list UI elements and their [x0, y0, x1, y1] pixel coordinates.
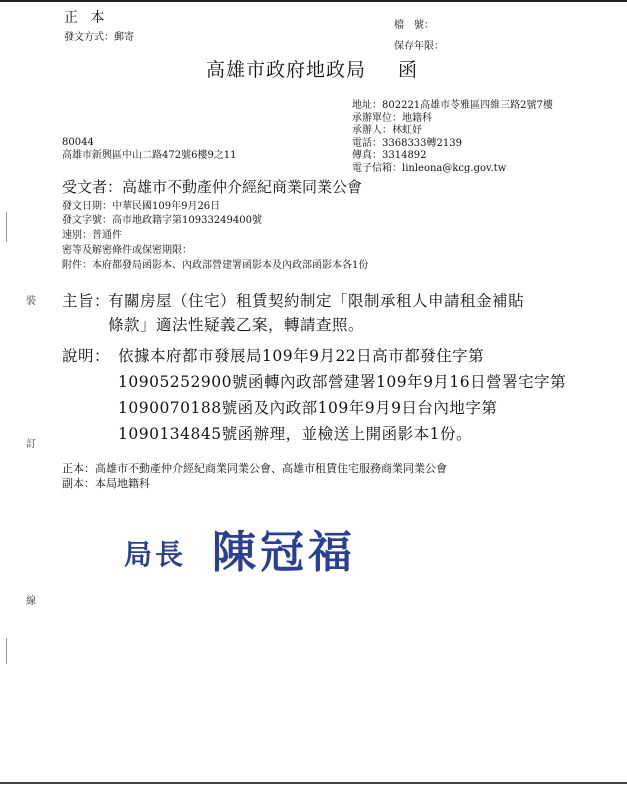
retention-label: 保存年限： — [394, 41, 444, 52]
delivery-speed: 速別：普通件 — [62, 230, 122, 241]
explanation-line: 10905252900號函轉內政部營建署109年9月16日營署宅字第 — [118, 373, 567, 391]
attachments: 附件：本府都發局函影本、內政部營建署函影本及內政部函影本各1份 — [62, 260, 369, 271]
explanation-line: 依據本府都市發展局109年9月22日高市都發住字第 — [118, 347, 485, 365]
file-number-label: 檔 號： — [394, 20, 434, 31]
recipient-address: 高雄市新興區中山二路472號6樓9之11 — [62, 150, 237, 161]
postal-code: 80044 — [62, 137, 94, 148]
handler-name: 承辦人：林虹妤 — [352, 125, 422, 136]
subject-line: 有關房屋（住宅）租賃契約制定「限制承租人申請租金補貼 — [108, 292, 525, 310]
binding-mark-middle: 訂 — [26, 439, 36, 450]
page-bottom-border — [0, 782, 627, 784]
director-title-stamp: 局長 — [124, 538, 187, 571]
binding-mark-top: 裝 — [26, 296, 36, 307]
recipient: 受文者：高雄市不動產仲介經紀商業同業公會 — [62, 178, 363, 196]
copy-mark: 正 本 — [64, 10, 109, 26]
agency-title: 高雄市政府地政局 — [206, 59, 367, 81]
main-distribution: 正本：高雄市不動產仲介經紀商業同業公會、高雄市租賃住宅服務商業同業公會 — [62, 462, 447, 475]
binding-mark-bottom: 線 — [26, 596, 36, 607]
phone: 電話：3368333轉2139 — [352, 138, 462, 149]
director-signature: 陳冠福 — [212, 527, 356, 578]
email: 電子信箱：linleona@kcg.gov.tw — [352, 163, 507, 174]
handling-unit: 承辦單位：地籍科 — [352, 113, 432, 124]
sender-address: 地址：802221高雄市苓雅區四維三路2號7樓 — [352, 100, 553, 111]
send-method: 發文方式：郵寄 — [64, 32, 134, 43]
explanation-line: 1090134845號函辦理，並檢送上開函影本1份。 — [118, 425, 472, 443]
left-margin-bar — [6, 638, 7, 664]
explanation-line: 1090070188號函及內政部109年9月9日台內地字第 — [118, 399, 498, 417]
document-type: 函 — [398, 59, 418, 81]
left-margin-bar — [6, 212, 7, 242]
subject-label: 主旨： — [62, 292, 111, 310]
copy-distribution: 副本：本局地籍科 — [62, 477, 150, 490]
document-number: 發文字號：高市地政籍字第10933249400號 — [62, 215, 262, 226]
page-top-border — [0, 0, 627, 2]
fax: 傳真：3314892 — [352, 150, 427, 161]
secrecy-level: 密等及解密條件或保密期限： — [62, 245, 192, 256]
issue-date: 發文日期：中華民國109年9月26日 — [62, 201, 221, 212]
subject-line: 條款」適法性疑義乙案，轉請查照。 — [108, 316, 365, 334]
explanation-label: 說明： — [62, 347, 111, 365]
